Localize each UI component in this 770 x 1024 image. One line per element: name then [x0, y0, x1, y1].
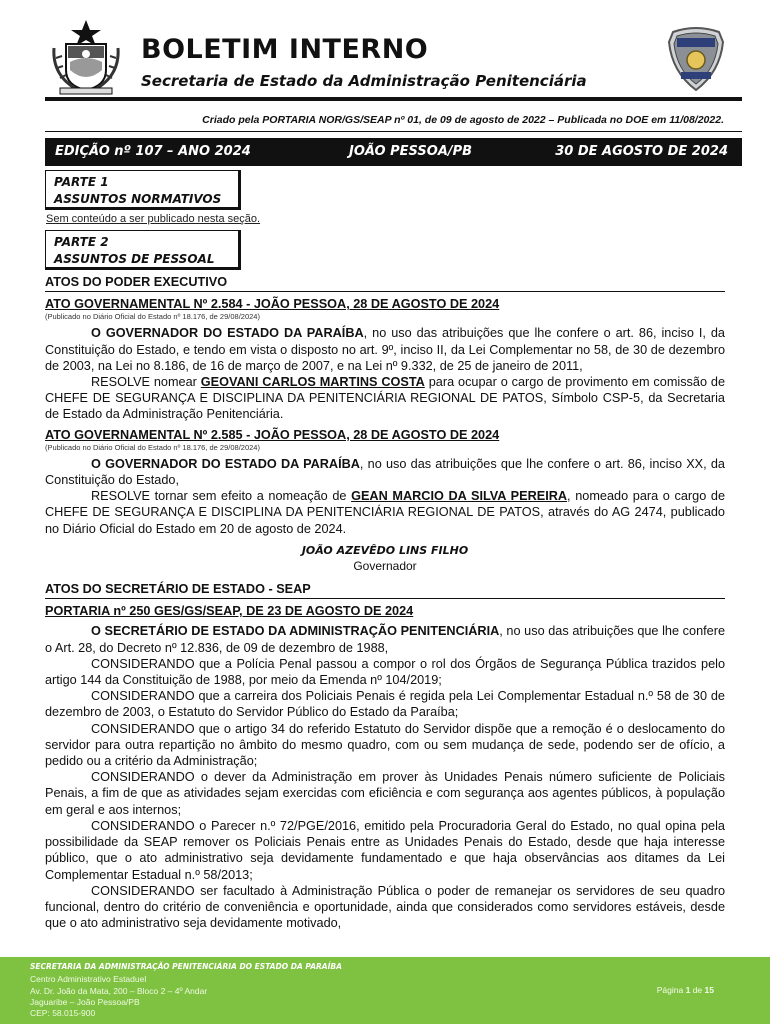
part-2-number: PARTE 2	[54, 235, 109, 249]
footer-postal-code: CEP: 58.015-900	[30, 1008, 96, 1018]
edition-date: 30 DE AGOSTO DE 2024	[555, 144, 728, 159]
act-2-paragraph-2	[45, 488, 725, 537]
edition-number: EDIÇÃO nº 107 – ANO 2024	[55, 144, 251, 159]
signature-block	[45, 543, 725, 573]
document-body	[45, 274, 725, 931]
part-1-number: PARTE 1	[54, 175, 109, 189]
page-separator: de	[692, 985, 703, 995]
footer-address-1: Centro Administrativo Estaduel	[30, 974, 147, 984]
portaria-authority: O SECRETÁRIO DE ESTADO DA ADMINISTRAÇÃO PENITENCIÁRIA	[91, 624, 500, 639]
signatory-role: Governador	[353, 559, 417, 574]
act-1-resolve: RESOLVE nomear	[91, 375, 201, 390]
police-badge-icon	[665, 26, 727, 92]
portaria-paragraph-1	[45, 623, 725, 655]
page-number	[657, 985, 714, 995]
act-2-authority: O GOVERNADOR DO ESTADO DA PARAÍBA	[91, 456, 360, 471]
part-2-title: ASSUNTOS DE PESSOAL	[54, 252, 215, 266]
portaria-title: PORTARIA nº 250 GES/GS/SEAP, DE 23 DE AGOSTO DE 2024	[45, 604, 414, 619]
state-coat-of-arms-icon	[50, 18, 122, 96]
section-seap-heading: ATOS DO SECRETÁRIO DE ESTADO - SEAP	[45, 581, 725, 599]
part-1-box	[45, 170, 241, 210]
page-label: Página	[656, 985, 684, 995]
act-1-publication: (Publicado no Diário Oficial do Estado nº 18.176, de 29/08/2024)	[45, 312, 260, 322]
footer-address-3: Jaguaribe – João Pessoa/PB	[30, 997, 140, 1007]
bulletin-subtitle: Secretaria de Estado da Administração Penitenciária	[141, 72, 587, 90]
considerando-6: CONSIDERANDO ser facultado à Administração Pública o poder de remanejar os servidores de seu quadro funcional, dentro do critério de conveniência e oportunidade, ainda que considerados como servidores estáveis, desde que o ato administrativo seja devidamente motivado,	[45, 883, 725, 931]
act-1-title: ATO GOVERNAMENTAL Nº 2.584 - JOÃO PESSOA, 28 DE AGOSTO DE 2024	[45, 297, 500, 312]
considerando-2: CONSIDERANDO que a carreira dos Policiais Penais é regida pela Lei Complementar Estadual n.º 58 de 30 de dezembro de 2003, o Estatuto do Servidor Público do Estado da Paraíba;	[45, 689, 725, 720]
page-current: 1	[685, 985, 691, 995]
considerando-3: CONSIDERANDO que o artigo 34 do referido Estatuto do Servidor dispõe que a remoção é o deslocamento do servidor para outra repartição no âmbito do mesmo quadro, com ou sem mudança de sede, podendo ser de ofício, a pedido ou a critério da Administração;	[45, 721, 725, 769]
act-1-paragraph-2	[45, 374, 725, 423]
edition-bar	[45, 138, 742, 166]
considerando-1: CONSIDERANDO que a Polícia Penal passou a compor o rol dos Órgãos de Segurança Pública trazidos pelo artigo 144 da Constituição de 1988, por meio da Emenda nº 104/2019;	[45, 656, 725, 688]
portaria-paragraph-1-text: , no uso das atribuições que lhe confere o Art. 28, do Decreto nº 12.836, de 09 de dezembro de 1988,	[45, 624, 725, 655]
bulletin-title: BOLETIM INTERNO	[141, 34, 429, 65]
footer	[0, 957, 770, 1024]
edition-city: JOÃO PESSOA/PB	[349, 144, 473, 159]
act-2-resolve: RESOLVE tornar sem efeito a nomeação de	[91, 489, 352, 504]
act-2-title: ATO GOVERNAMENTAL Nº 2.585 - JOÃO PESSOA, 28 DE AGOSTO DE 2024	[45, 427, 500, 442]
act-2-paragraph-1	[45, 456, 725, 488]
header-rule	[45, 97, 742, 101]
act-1-paragraph-1	[45, 325, 725, 374]
considerando-4: CONSIDERANDO o dever da Administração em prover às Unidades Penais número suficiente de Policiais Penais, a fim de que as atividades sejam exercidas com eficiência e com segurança aos agentes públicos, à população em geral e aos internos;	[45, 770, 725, 817]
header	[45, 16, 730, 102]
thin-rule	[45, 131, 742, 132]
section-executive-heading: ATOS DO PODER EXECUTIVO	[45, 274, 725, 292]
act-2-paragraph-2-text: , nomeado para o cargo de CHEFE DE SEGURANÇA E DISCIPLINA DA PENITENCIÁRIA REGIONAL DE PATOS, através do AG 2474, publicado no Diário Oficial do Estado em 20 de agosto de 2024.	[45, 489, 726, 536]
footer-address-2: Av. Dr. João da Mata, 200 – Bloco 2 – 4º Andar	[30, 986, 208, 996]
act-1-appointee: GEOVANI CARLOS MARTINS COSTA	[200, 375, 425, 390]
creation-note: Criado pela PORTARIA NOR/GS/SEAP nº 01, de 09 de agosto de 2022 – Publicada no DOE em 11/08/2022.	[202, 114, 724, 126]
act-1-authority: O GOVERNADOR DO ESTADO DA PARAÍBA	[91, 326, 364, 341]
page-total: 15	[704, 985, 714, 995]
considerando-5: CONSIDERANDO o Parecer n.º 72/PGE/2016, emitido pela Procuradoria Geral do Estado, no qual opina pela possibilidade da SEAP remover os Policiais Penais entre as Unidades Penais do Estado, desde que haja interesse público, que o ato administrativo seja devidamente fundamentado e que haja observâncias aos ditames da Lei Complementar Estadual n.º 58/2013;	[45, 818, 725, 882]
part-1-empty-note: Sem conteúdo a ser publicado nesta seção.	[46, 213, 261, 225]
part-2-box	[45, 230, 241, 270]
act-2-publication: (Publicado no Diário Oficial do Estado nº 18.176, de 29/08/2024)	[45, 442, 260, 452]
footer-title: SECRETARIA DA ADMINISTRAÇÃO PENITENCIÁRIA DO ESTADO DA PARAÍBA	[30, 962, 342, 971]
act-2-paragraph-1-text: , no uso das atribuições que lhe confere o art. 86, inciso XX, da Constituição do Estado,	[45, 456, 725, 488]
act-2-person: GEAN MARCIO DA SILVA PEREIRA	[351, 489, 568, 504]
act-1-paragraph-1-text: , no uso das atribuições que lhe confere o art. 86, inciso I, da Constituição do Estado, e tendo em vista o disposto no art. 9º, inciso II, da Lei Complementar no 58, de 30 de dezembro de 2003, na Lei no 8.186, de 16 de março de 2007, e na Lei nº 9.332, de 25 de janeiro de 2011,	[45, 326, 725, 373]
signatory-name: JOÃO AZEVÊDO LINS FILHO	[301, 543, 469, 557]
act-1-paragraph-2-text: para ocupar o cargo de provimento em comissão de CHEFE DE SEGURANÇA E DISCIPLINA DA PENITENCIÁRIA REGIONAL DE PATOS, Símbolo CSP-5, da Secretaria de Estado da Administração Penitenciária.	[45, 375, 725, 422]
part-1-title: ASSUNTOS NORMATIVOS	[54, 192, 222, 206]
